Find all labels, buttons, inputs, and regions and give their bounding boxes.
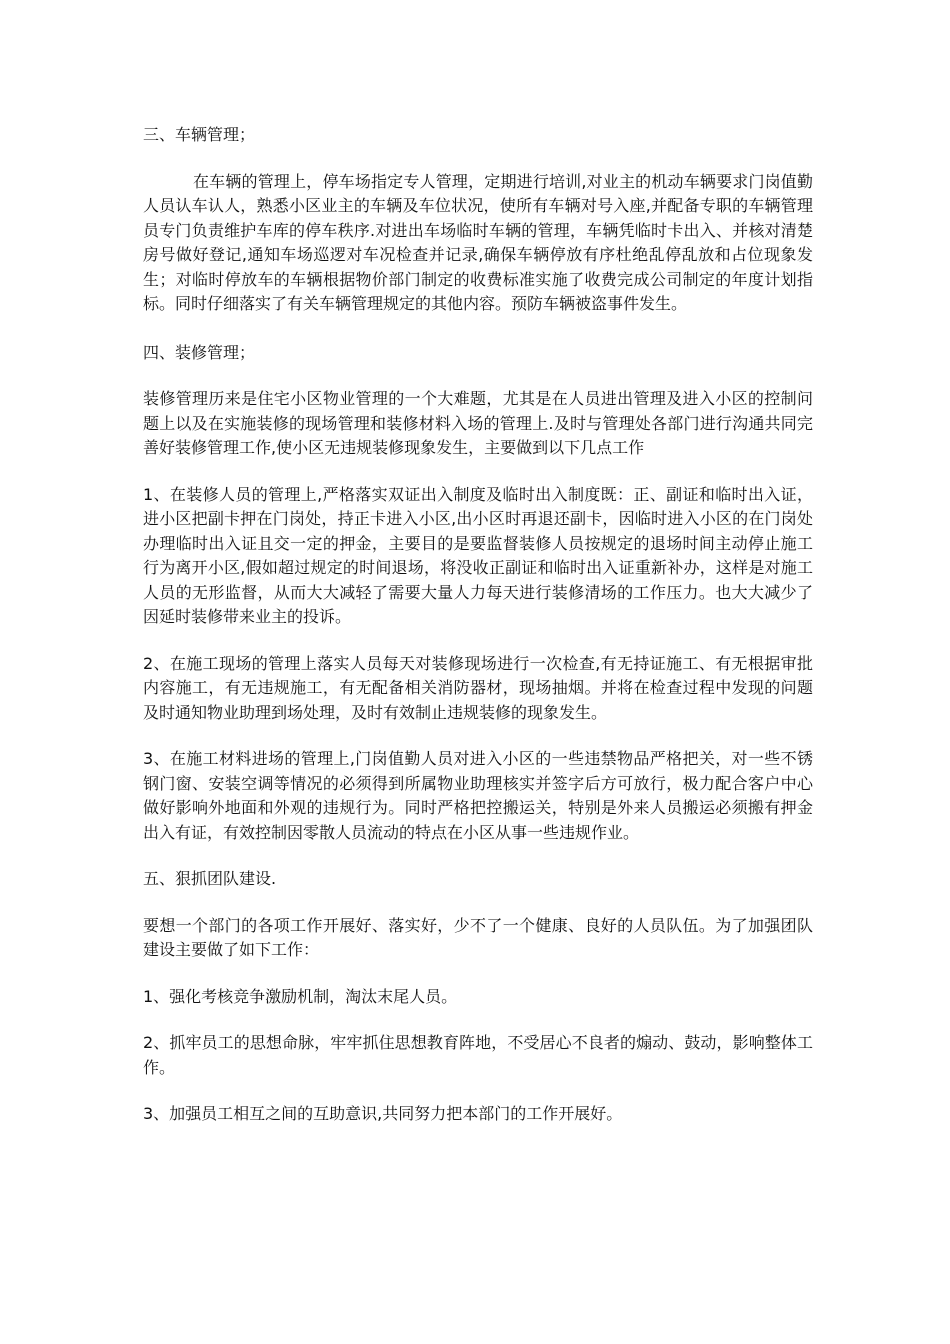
- vehicle-management-paragraph: 在车辆的管理上，停车场指定专人管理，定期进行培训,对业主的机动车辆要求门岗值勤人员认车认人，熟悉小区业主的车辆及车位状况，使所有车辆对号入座,并配备专职的车辆管理员专门负责维护车库的停车秩序.对进出车场临时车辆的管理，车辆凭临时卡出入、并核对清楚房号做好登记,通知车场巡逻对车况检查并记录,确保车辆停放有序杜绝乱停乱放和占位现象发生；对临时停放车的车辆根据物价部门制定的收费标准实施了收费完成公司制定的年度计划指标。同时仔细落实了有关车辆管理规定的其他内容。预防车辆被盗事件发生。: [143, 171, 813, 313]
- section-heading-team-building: 五、狠抓团队建设.: [143, 869, 277, 888]
- section-heading-renovation-management: 四、装修管理；: [143, 342, 256, 362]
- renovation-point-1: 1、在装修人员的管理上,严格落实双证出入制度及临时出入制度既：正、副证和临时出入证，进小区把副卡押在门岗处，持正卡进入小区,出小区时再退还副卡，因临时进入小区的在门岗处办理临时出入证且交一定的押金，主要目的是要监督装修人员按规定的退场时间主动停止施工行为离开小区,假如超过规定的时间退场，将没收正副证和临时出入证重新补办，这样是对施工人员的无形监督，从而大大减轻了需要大量人力每天进行装修清场的工作压力。也大大减少了因延时装修带来业主的投诉。: [143, 484, 813, 626]
- team-building-point-1: 1、强化考核竞争激励机制，淘汰末尾人员。: [143, 986, 458, 1006]
- renovation-point-3: 3、在施工材料进场的管理上,门岗值勤人员对进入小区的一些违禁物品严格把关，对一些不锈钢门窗、安装空调等情况的必须得到所属物业助理核实并签字后方可放行，极力配合客户中心做好影响外地面和外观的违规行为。同时严格把控搬运关，特别是外来人员搬运必须搬有押金出入有证，有效控制因零散人员流动的特点在小区从事一些违规作业。: [143, 749, 813, 842]
- document-body: [143, 123, 813, 1127]
- section-heading-vehicle-management: 三、车辆管理；: [143, 125, 256, 144]
- team-building-point-2: 2、抓牢员工的思想命脉，牢牢抓住思想教育阵地，不受居心不良者的煽动、鼓动，影响整体工作。: [143, 1033, 813, 1077]
- team-building-intro-paragraph: 要想一个部门的各项工作开展好、落实好，少不了一个健康、良好的人员队伍。为了加强团队建设主要做了如下工作：: [143, 915, 813, 959]
- team-building-point-3: 3、加强员工相互之间的互助意识,共同努力把本部门的工作开展好。: [143, 1104, 623, 1123]
- renovation-point-2: 2、在施工现场的管理上落实人员每天对装修现场进行一次检查,有无持证施工、有无根据审批内容施工，有无违规施工，有无配备相关消防器材，现场抽烟。并将在检查过程中发现的问题及时通知物业助理到场处理，及时有效制止违规装修的现象发生。: [143, 653, 813, 722]
- renovation-intro-paragraph: 装修管理历来是住宅小区物业管理的一个大难题，尤其是在人员进出管理及进入小区的控制问题上以及在实施装修的现场管理和装修材料入场的管理上.及时与管理处各部门进行沟通共同完善好装修管理工作,使小区无违规装修现象发生，主要做到以下几点工作: [143, 389, 813, 457]
